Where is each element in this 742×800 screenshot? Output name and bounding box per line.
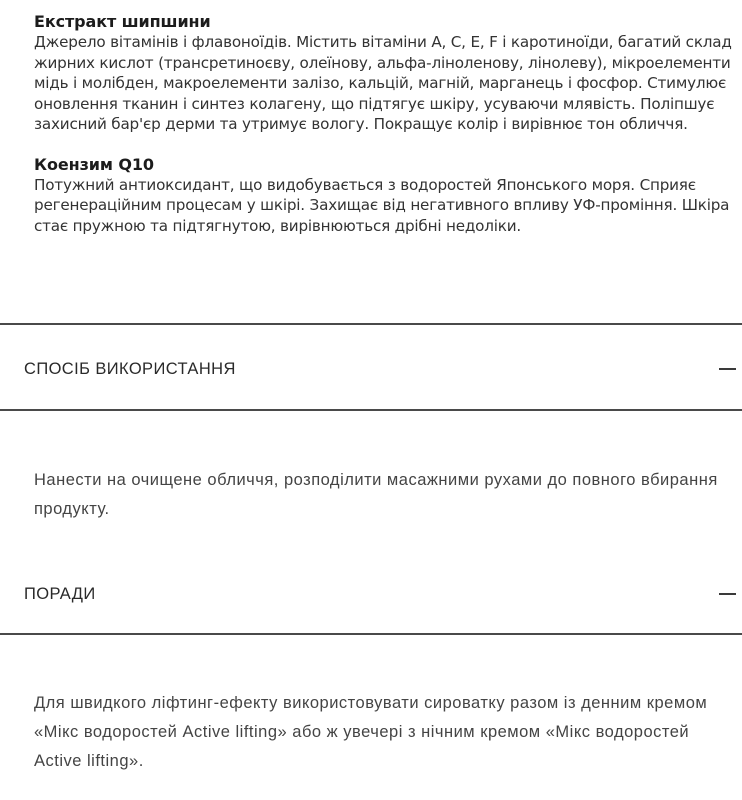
tips-section-header[interactable] — [24, 579, 736, 609]
ingredients-list — [34, 12, 734, 256]
ingredient-title: Екстракт шипшини — [34, 12, 211, 31]
minus-icon[interactable] — [719, 593, 736, 595]
ingredient-description: Джерело вітамінів і флавоноїдів. Містить вітаміни A, C, E, F і каротиноїди, багатий склад жирних кислот (трансретиноєву, олеїнову, альфа-ліноленову, лінолеву), мікроелементи мідь і молібден, макроелементи залізо, кальцій, магній, марганець і фосфор. Стимулює оновлення тканин і синтез колагену, що підтягує шкіру, усуваючи млявість. Поліпшує захисний бар'єр дерми та утримує вологу. Покращує колір і вирівнює тон обличчя. — [34, 33, 732, 133]
divider — [0, 323, 742, 325]
ingredient-description: Потужний антиоксидант, що видобувається з водоростей Японського моря. Сприяє регенераційним процесам у шкірі. Захищає від негативного впливу УФ-проміння. Шкіра стає пружною та підтягнутою, вирівнюються дрібні недоліки. — [34, 175, 730, 235]
divider — [0, 409, 742, 411]
minus-icon[interactable] — [719, 368, 736, 370]
divider — [0, 633, 742, 635]
ingredient-item — [34, 155, 734, 237]
tips-section-title: ПОРАДИ — [24, 584, 96, 603]
ingredient-item — [34, 12, 734, 135]
usage-section-header[interactable] — [24, 354, 736, 384]
usage-section-title: СПОСІБ ВИКОРИСТАННЯ — [24, 359, 236, 378]
tips-section-body: Для швидкого ліфтинг-ефекту використовувати сироватку разом із денним кремом «Мікс водоростей Active lifting» або ж увечері з нічним кремом «Мікс водоростей Active lifting». — [34, 694, 708, 770]
usage-section-body: Нанести на очищене обличчя, розподілити масажними рухами до повного вбирання продукту. — [34, 471, 718, 518]
ingredient-title: Коензим Q10 — [34, 154, 154, 174]
